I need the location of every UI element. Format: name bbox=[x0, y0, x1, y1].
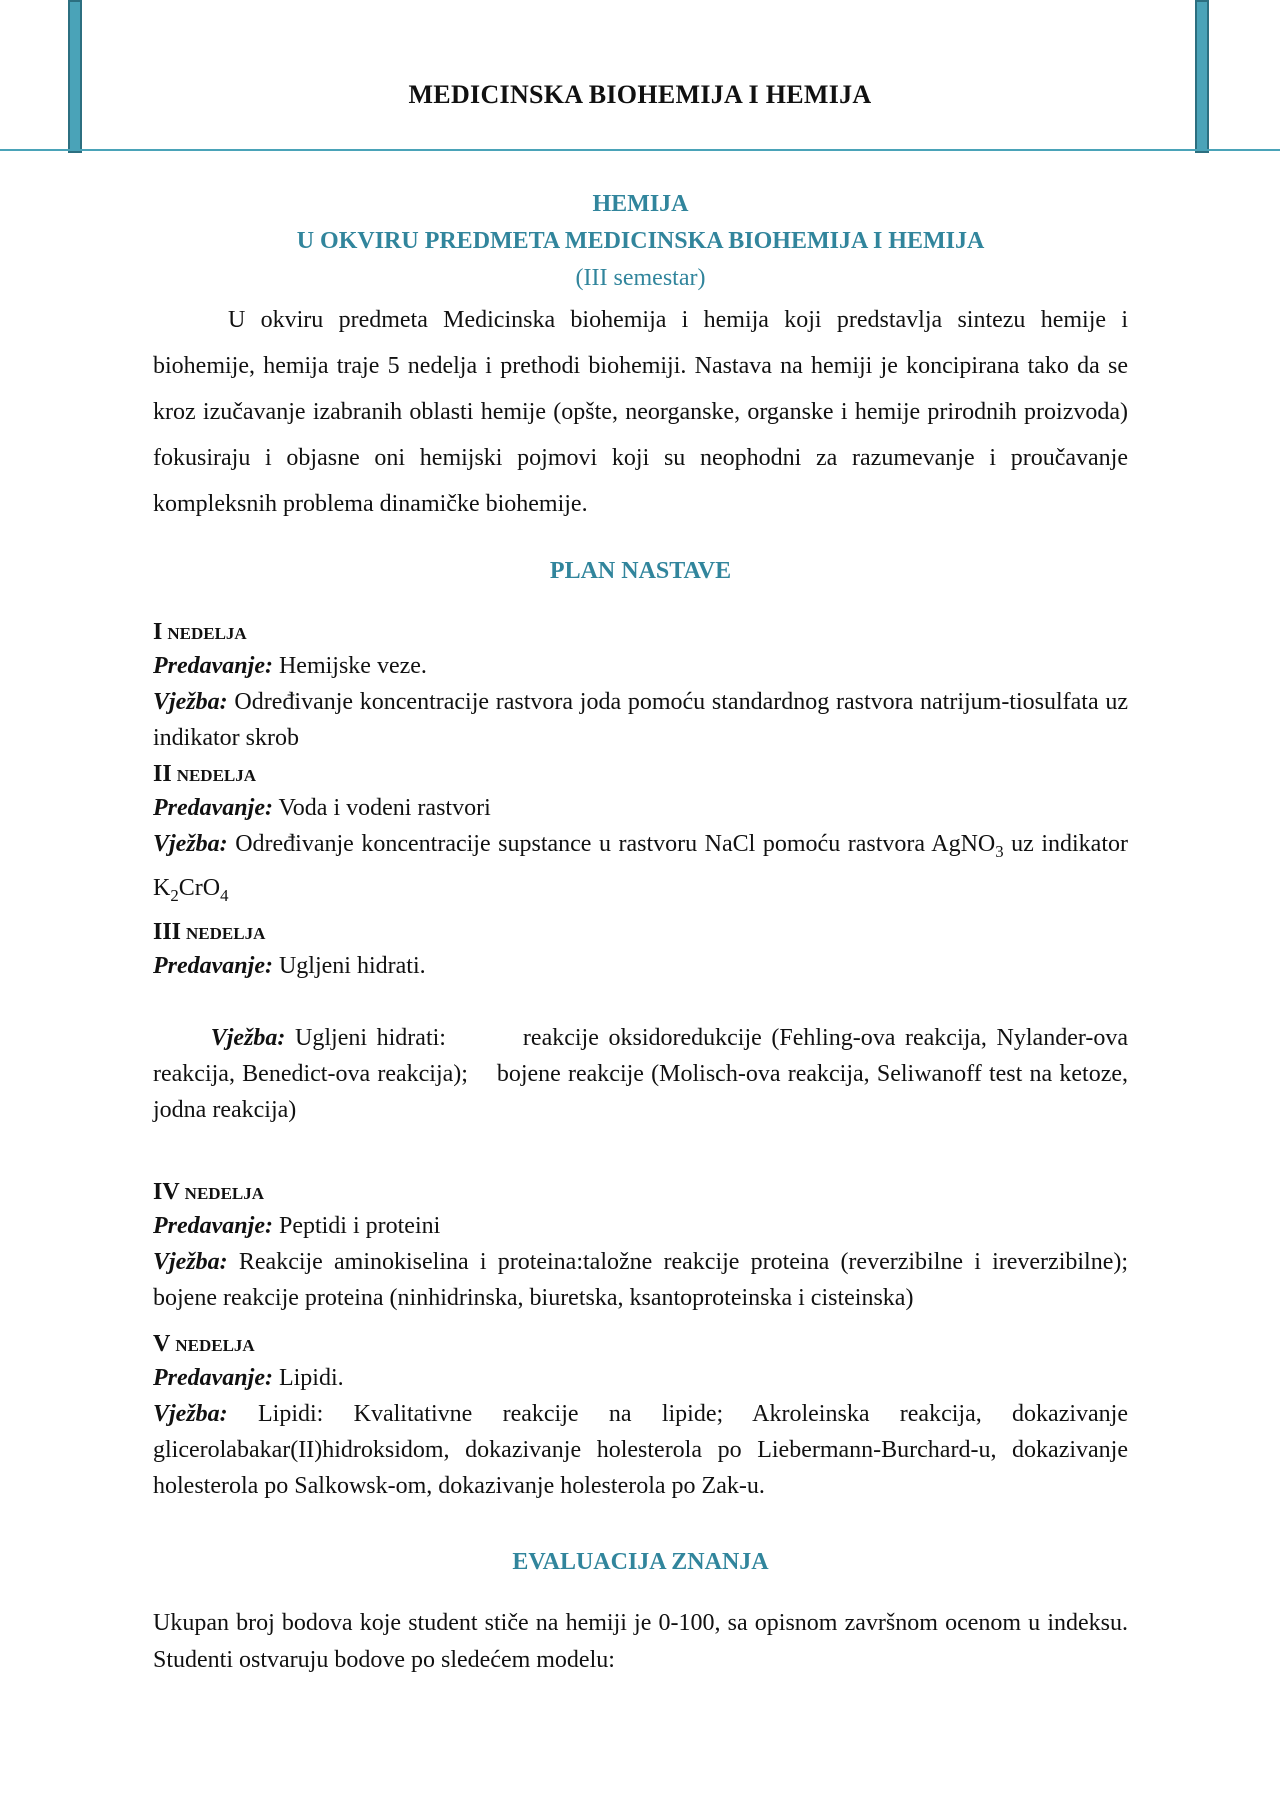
header-title: MEDICINSKA BIOHEMIJA I HEMIJA bbox=[408, 80, 872, 109]
exercise-text-1: Određivanje koncentracije supstance u rastvoru NaCl pomoću rastvora AgNO bbox=[235, 831, 996, 857]
week-2 bbox=[153, 760, 1128, 914]
lecture-line bbox=[153, 1208, 1128, 1244]
exercise-text-3: CrO bbox=[178, 874, 221, 901]
subscript: 2 bbox=[170, 885, 179, 905]
week-word: NEDELJA bbox=[175, 1335, 255, 1355]
exercise-line bbox=[153, 1244, 1128, 1316]
exercise-line bbox=[153, 684, 1128, 756]
exercise-text-2: uz indikator K bbox=[153, 831, 1128, 901]
lecture-line bbox=[153, 790, 1128, 826]
evaluation-title: EVALUACIJA ZNANJA bbox=[512, 1548, 769, 1575]
exercise-text: Lipidi: Kvalitativne reakcije na lipide; Akroleinska reakcija, dokazivanje glicerolabakar(II)hidroksidom, dokazivanje holesterola po Liebermann-Burchard-u, dokazivanje holesterola po Salkowsk-om, dokazivanje holesterola po Zak-u. bbox=[153, 1400, 1128, 1499]
section-subtitle: U OKVIRU PREDMETA MEDICINSKA BIOHEMIJA I HEMIJA bbox=[296, 228, 985, 254]
week-word: NEDELJA bbox=[167, 624, 247, 643]
lecture-label: Predavanje: bbox=[153, 952, 273, 979]
semester-label: (III semestar) bbox=[575, 265, 706, 291]
week-word: NEDELJA bbox=[176, 766, 257, 785]
exercise-label: Vježba: bbox=[153, 831, 228, 857]
week-5 bbox=[153, 1330, 1128, 1504]
lecture-text: Ugljeni hidrati. bbox=[278, 952, 426, 979]
document-body bbox=[153, 186, 1135, 1679]
week-roman: IV bbox=[153, 1178, 180, 1205]
lecture-label: Predavanje: bbox=[153, 653, 273, 679]
week-label bbox=[153, 760, 1128, 790]
page-header bbox=[0, 0, 1280, 153]
exercise-line bbox=[153, 1396, 1128, 1504]
week-label bbox=[153, 1330, 1128, 1360]
plan-title: PLAN NASTAVE bbox=[549, 558, 732, 584]
section-title: HEMIJA bbox=[592, 191, 689, 217]
week-3 bbox=[153, 918, 1135, 1164]
week-roman: III bbox=[153, 918, 182, 945]
lecture-text: Hemijske veze. bbox=[278, 653, 427, 679]
evaluation-paragraph: Ukupan broj bodova koje student stiče na hemiji je 0-100, sa opisnom završnom ocenom u indeksu. Studenti ostvaruju bodove po sledećem modelu: bbox=[153, 1609, 1128, 1673]
exercise-text: Određivanje koncentracije rastvora joda pomoću standardnog rastvora natrijum-tiosulfata uz indikator skrob bbox=[153, 689, 1129, 751]
exercise-text: Reakcije aminokiselina i proteina:taložne reakcije proteina (reverzibilne i ireverzibilne); bojene reakcije proteina (ninhidrinska, biuretska, ksantoproteinska i cisteinska) bbox=[153, 1248, 1129, 1311]
week-roman: I bbox=[153, 619, 163, 645]
lecture-text: Peptidi i proteini bbox=[278, 1212, 441, 1239]
week-roman: II bbox=[153, 761, 172, 787]
exercise-line bbox=[153, 984, 1135, 1164]
lecture-text: Voda i vodeni rastvori bbox=[278, 795, 491, 821]
header-bar-left bbox=[68, 0, 82, 153]
week-label bbox=[153, 918, 1128, 948]
exercise-label: Vježba: bbox=[153, 689, 228, 715]
subscript: 3 bbox=[995, 841, 1004, 861]
exercise-label: Vježba: bbox=[153, 1248, 228, 1275]
week-roman: V bbox=[153, 1330, 171, 1357]
exercise-text: Ugljeni hidrati: reakcije oksidoredukcije (Fehling-ova reakcija, Nylander-ova reakcija, Benedict-ova reakcija); bojene reakcije (Molisch-ova reakcija, Seliwanoff test na ketoze, jodna reakcija) bbox=[153, 1024, 1135, 1123]
exercise-label: Vježba: bbox=[210, 1024, 286, 1051]
intro-paragraph: U okviru predmeta Medicinska biohemija i hemija koji predstavlja sintezu hemije i biohemije, hemija traje 5 nedelja i prethodi biohemiji. Nastava na hemiji je koncipirana tako da se kroz izučavanje izabranih oblasti hemije (opšte, neorganske, organske i hemije prirodnih proizvoda) fokusiraju i objasne oni hemijski pojmovi koji su neophodni za razumevanje i proučavanje kompleksnih problema dinamičke biohemije. bbox=[153, 307, 1128, 517]
lecture-line bbox=[153, 648, 1128, 684]
lecture-label: Predavanje: bbox=[153, 795, 273, 821]
subscript: 4 bbox=[220, 885, 229, 905]
exercise-label: Vježba: bbox=[153, 1400, 228, 1427]
lecture-text: Lipidi. bbox=[278, 1364, 344, 1391]
week-label bbox=[153, 618, 1128, 648]
header-bar-right bbox=[1195, 0, 1209, 153]
week-word: NEDELJA bbox=[186, 923, 266, 943]
header-rule bbox=[0, 149, 1280, 151]
lecture-label: Predavanje: bbox=[153, 1212, 273, 1239]
lecture-line bbox=[153, 1360, 1128, 1396]
week-label bbox=[153, 1178, 1128, 1208]
week-word: NEDELJA bbox=[184, 1183, 265, 1203]
week-1 bbox=[153, 618, 1128, 756]
week-4 bbox=[153, 1178, 1128, 1316]
lecture-label: Predavanje: bbox=[153, 1364, 273, 1391]
exercise-line bbox=[153, 826, 1128, 914]
lecture-line bbox=[153, 948, 1128, 984]
